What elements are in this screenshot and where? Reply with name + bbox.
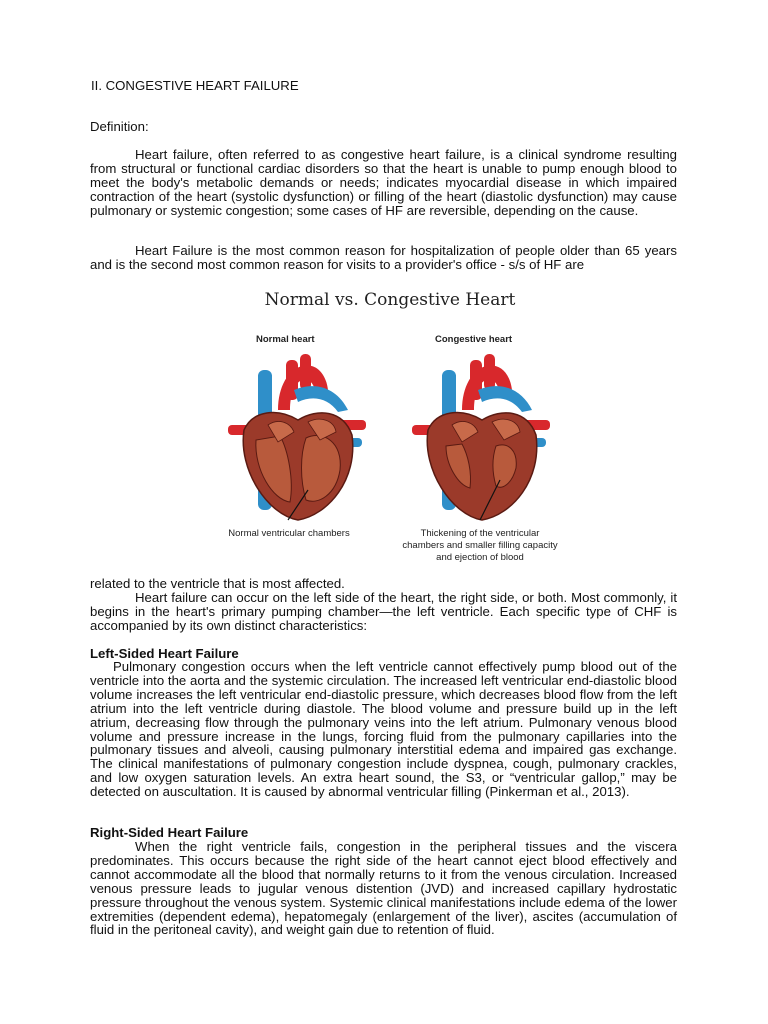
congestive-heart-image [412, 350, 552, 520]
congestive-caption-line-1: Thickening of the ventricular [420, 528, 540, 539]
figure-title: Normal vs. Congestive Heart [264, 290, 516, 310]
occurrence-paragraph: Heart failure can occur on the left side of the heart, the right side, or both. Most commonly, it begins in the heart's primary pumping chamber—the left ventricle. Each specific type of CHF is accompanied by its own distinct characteristics: [90, 590, 677, 633]
congestive-heart-caption [380, 528, 580, 564]
definition-label: Definition: [90, 119, 149, 134]
right-sided-heading: Right-Sided Heart Failure [90, 825, 249, 840]
heart-comparison-figure [180, 282, 600, 572]
congestive-caption-line-2: chambers and smaller filling capacity [402, 540, 558, 551]
normal-heart-label: Normal heart [256, 334, 315, 345]
left-sided-paragraph: Pulmonary congestion occurs when the left ventricle cannot effectively pump blood out of the ventricle into the aorta and the systemic circulation. The increased left ventricular end-diastolic blood volume increases the left ventricular end-diastolic pressure, which decreases blood flow from the left atrium into the left ventricle during diastole. The blood volume and pressure build up in the left atrium, decreasing flow through the pulmonary veins into the left atrium. Pulmonary venous blood volume and pressure increase in the lungs, forcing fluid from the pulmonary capillaries into the pulmonary tissues and alveoli, causing pulmonary interstitial edema and impaired gas exchange. The clinical manifestations of pulmonary congestion include dyspnea, cough, pulmonary crackles, and low oxygen saturation levels. An extra heart sound, the S3, or “ventricular gallop,” may be detected on auscultation. It is caused by abnormal ventricular filling (Pinkerman et al., 2013). [90, 659, 677, 800]
definition-paragraph: Heart failure, often referred to as congestive heart failure, is a clinical syndrome resulting from structural or functional cardiac disorders so that the heart is unable to pump enough blood to meet the body's metabolic demands or needs; indicates myocardial disease in which impaired contraction of the heart (systolic dysfunction) or filling of the heart (diastolic dysfunction) may cause pulmonary or systemic congestion; some cases of HF are reversible, depending on the cause. [90, 147, 677, 218]
right-sided-paragraph: When the right ventricle fails, congestion in the peripheral tissues and the viscera predominates. This occurs because the right side of the heart cannot eject blood effectively and cannot accommodate all the blood that normally returns to it from the venous circulation. Increased venous pressure leads to jugular venous distention (JVD) and increased capillary hydrostatic pressure throughout the venous system. Systemic clinical manifestations include edema of the lower extremities (dependent edema), hepatomegaly (enlargement of the liver), ascites (accumulation of fluid in the peritoneal cavity), and weight gain due to retention of fluid. [90, 839, 677, 938]
continued-text: related to the ventricle that is most affected. [90, 576, 345, 591]
congestive-heart-label: Congestive heart [435, 334, 513, 345]
normal-heart-caption: Normal ventricular chambers [228, 528, 350, 539]
normal-heart-image [228, 350, 368, 520]
section-title: II. CONGESTIVE HEART FAILURE [91, 78, 299, 93]
left-sided-heading: Left-Sided Heart Failure [90, 646, 239, 661]
hospitalization-paragraph: Heart Failure is the most common reason for hospitalization of people older than 65 years and is the second most common reason for visits to a provider's office - s/s of HF are [90, 243, 677, 272]
congestive-caption-line-3: and ejection of blood [436, 552, 524, 563]
